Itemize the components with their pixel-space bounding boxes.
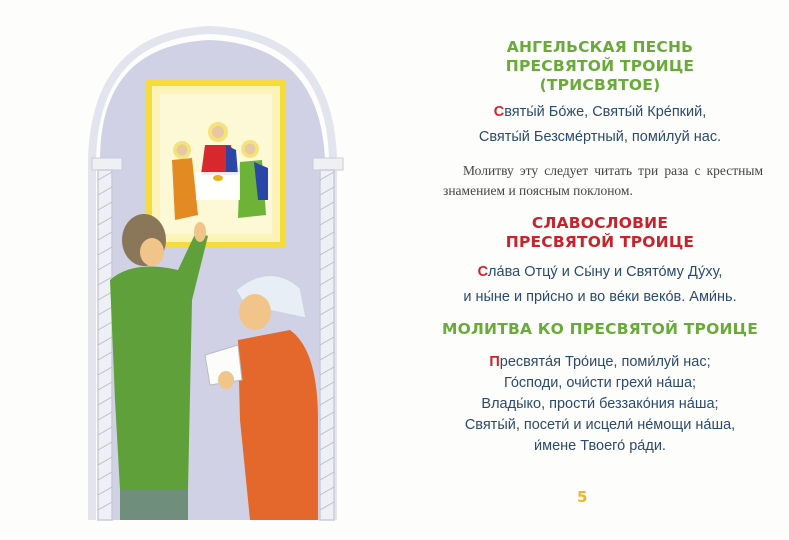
drop-initial: С	[477, 264, 489, 280]
section-3-title: МОЛИТВА КО ПРЕСВЯТОЙ ТРОИЦЕ	[441, 320, 759, 338]
drop-initial: С	[493, 104, 505, 120]
doxology-prayer: Сла́ва Отцу́ и Сы́ну и Свято́му Ду́ху, и ны́не и при́сно и во ве́ки веко́в. Ами́нь.	[463, 264, 737, 305]
trisagion-prayer: Святы́й Бо́же, Святы́й Кре́пкий, Святы́й Безсме́ртный, поми́луй нас.	[478, 104, 722, 145]
section-1-title: АНГЕЛЬСКАЯ ПЕСНЬ ПРЕСВЯТОЙ ТРОИЦЕ (ТРИСВЯТОЕ)	[505, 38, 695, 94]
drop-initial: П	[489, 354, 500, 370]
trinity-prayer: Пресвята́я Тро́ице, поми́луй нас; Го́споди, очи́сти грехи́ на́ша; Влады́ко, прости́ беззако́ния на́ша; Святы́й, посети́ и исцели́ не́мощи на́ша, и́мене Твоего́ ра́ди.	[464, 354, 736, 454]
prayer-text-page	[430, 0, 770, 540]
page-number: 5	[577, 488, 588, 506]
section-2-title: СЛАВОСЛОВИЕ ПРЕСВЯТОЙ ТРОИЦЕ	[505, 214, 695, 251]
instruction-note: Молитву эту следует читать три раза с крестным знамением и поясным поклоном.	[443, 163, 763, 198]
